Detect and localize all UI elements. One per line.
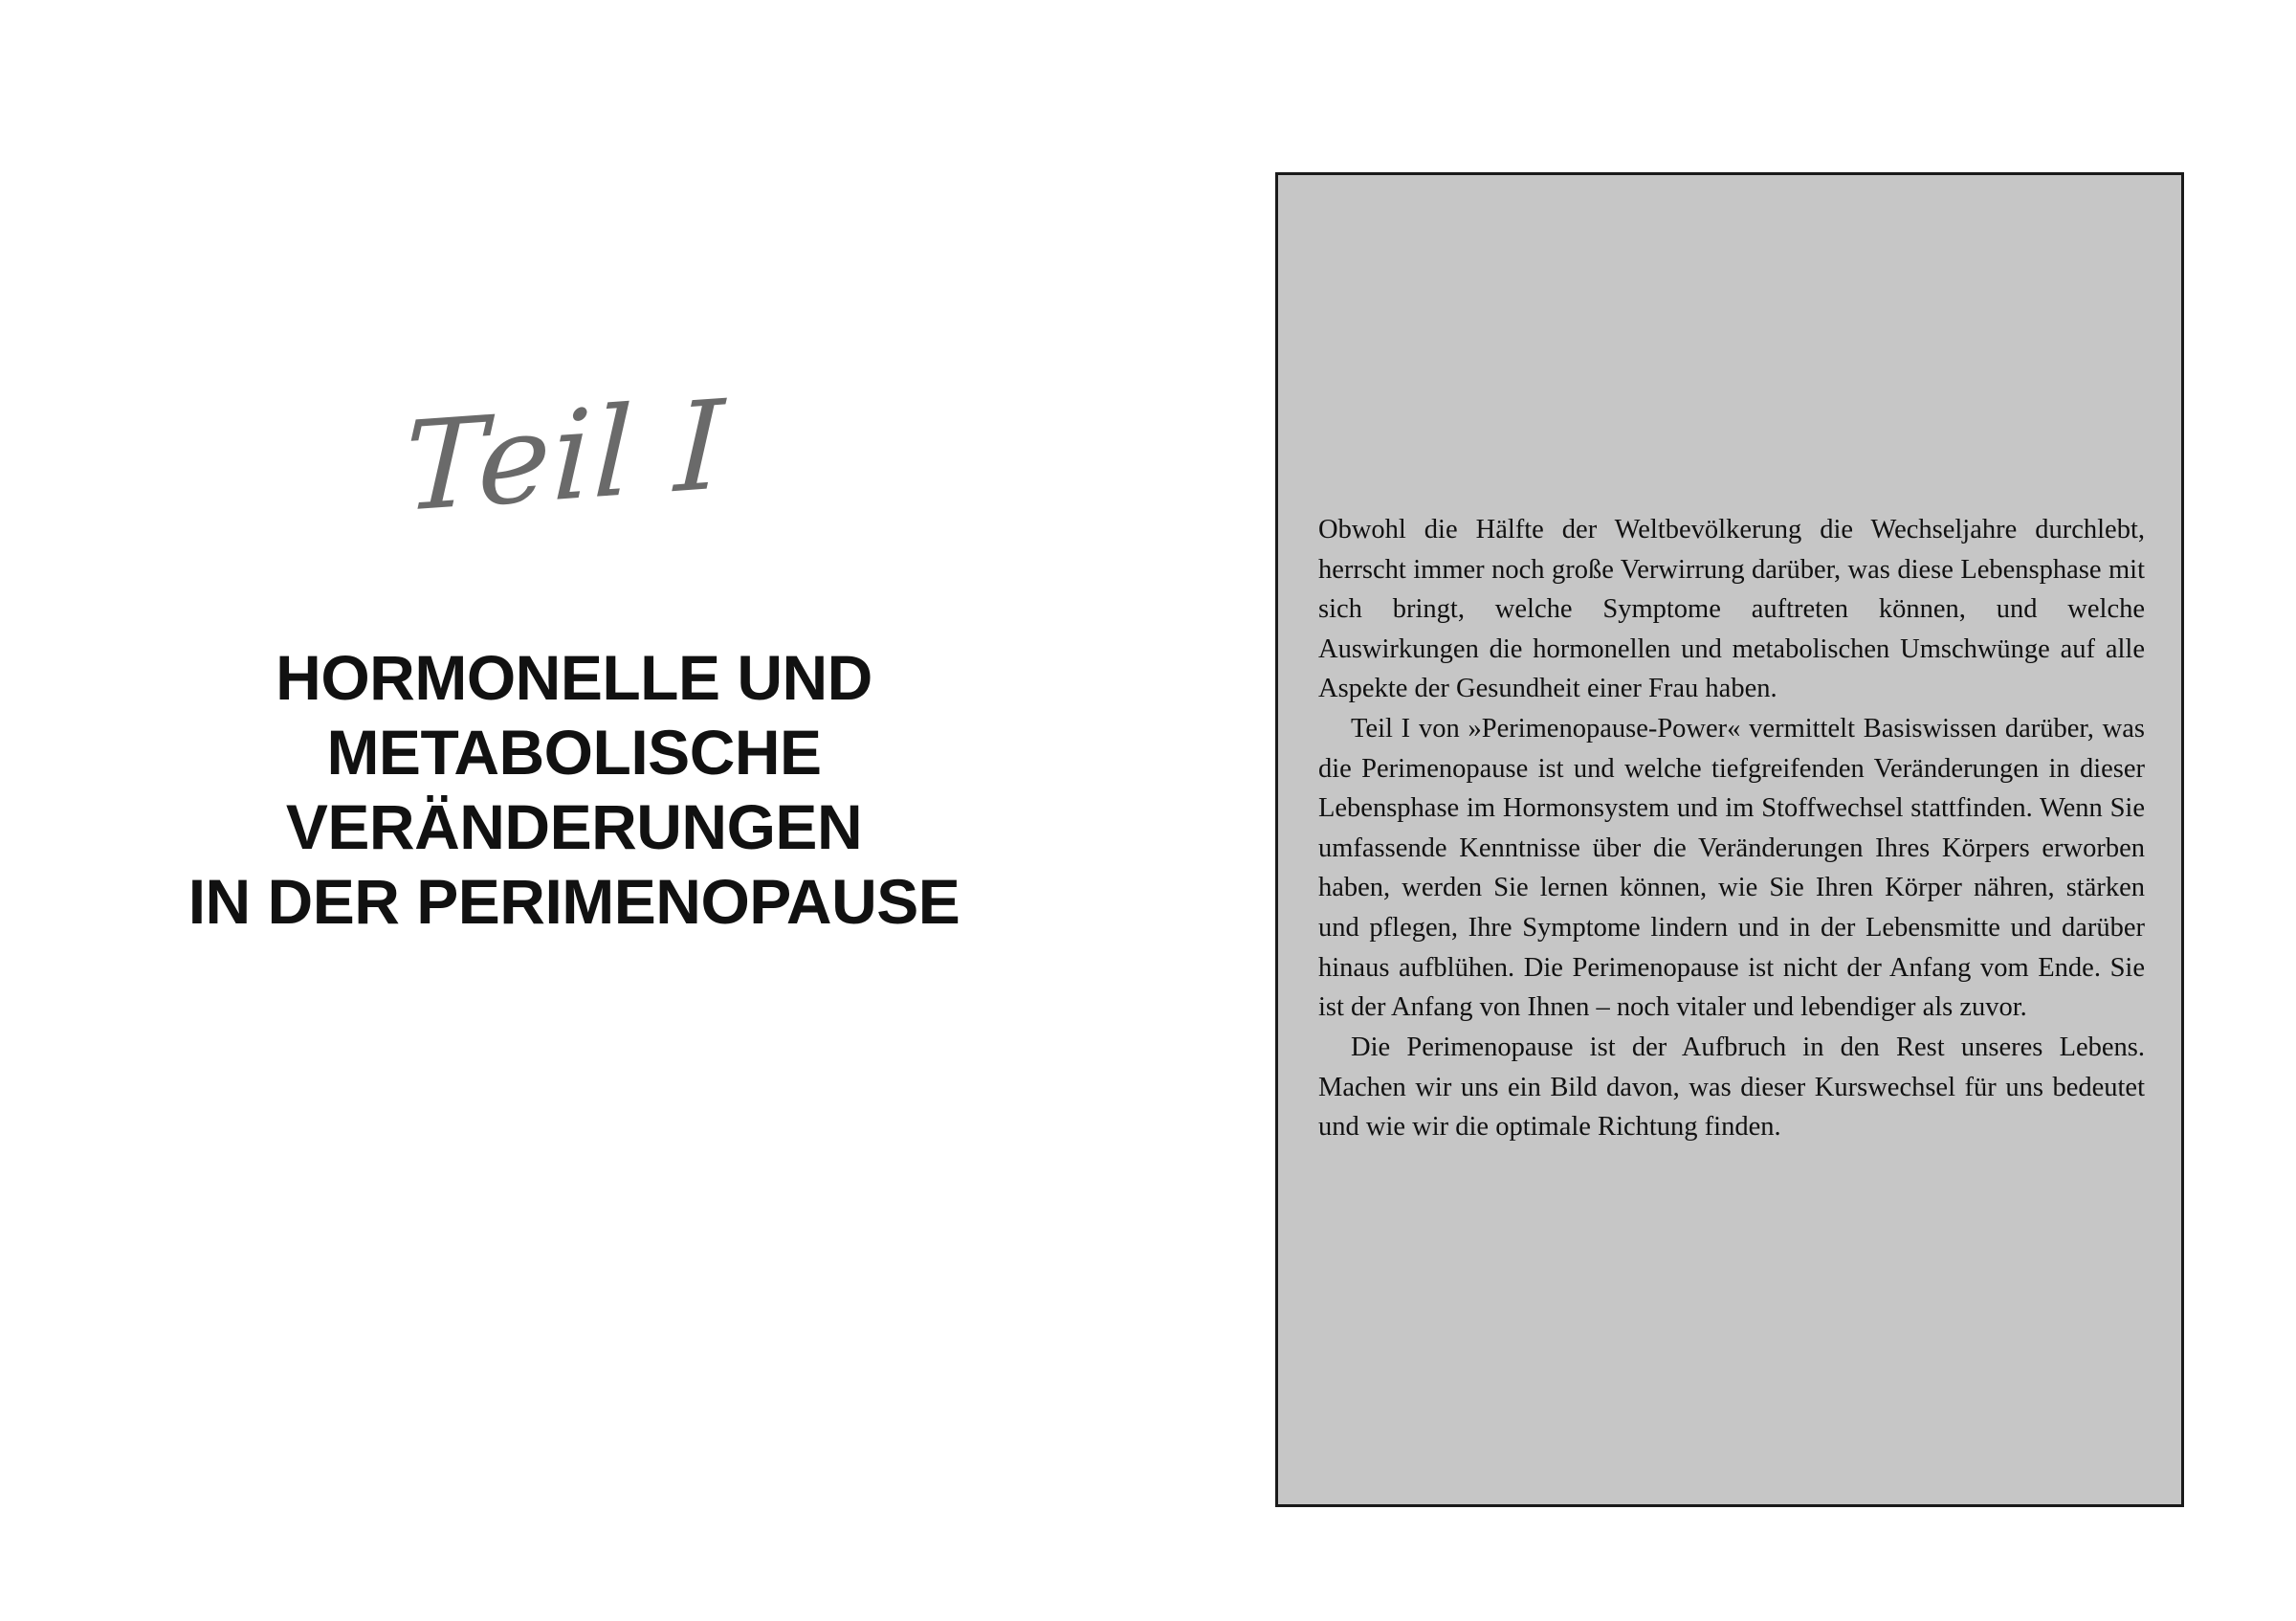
paragraph: Teil I von »Perimenopause-Power« vermittelt Basiswissen darüber, was die Perimenopause ist und welche tiefgreifenden Veränderungen in dieser Lebensphase im Hormonsystem und im Stoffwechsel stattfinden. Wenn Sie umfassende Kenntnisse über die Veränderungen Ihres Körpers erworben haben, werden Sie lernen können, wie Sie Ihren Körper nähren, stärken und pflegen, Ihre Symptome lindern und in der Lebensmitte und darüber hinaus aufblühen. Die Perimenopause ist nicht der Anfang vom Ende. Sie ist der Anfang von Ihnen – noch vitaler und lebendiger als zuvor. — [1318, 714, 2145, 1023]
part-title-line: VERÄNDERUNGEN — [285, 790, 863, 862]
right-page — [1148, 0, 2296, 1621]
intro-body-text — [1318, 510, 2145, 1147]
part-number-script: Teil I — [402, 373, 728, 540]
part-title — [96, 641, 1052, 940]
paragraph: Obwohl die Hälfte der Weltbevölkerung die Wechseljahre durchlebt, herrscht immer noch große Verwirrung darüber, was diese Lebensphase mit sich bringt, welche Symptome auftreten können, und welche Auswirkungen die hormonellen und metabolischen Umschwünge auf alle Aspekte der Gesundheit einer Frau haben. — [1318, 515, 2145, 704]
part-title-line: IN DER PERIMENOPAUSE — [188, 865, 960, 937]
intro-text-panel — [1275, 172, 2184, 1507]
paragraph: Die Perimenopause ist der Aufbruch in den Rest unseres Lebens. Machen wir uns ein Bild davon, was dieser Kurswechsel für uns bedeutet und wie wir die optimale Richtung finden. — [1318, 1032, 2145, 1143]
part-title-line: HORMONELLE UND — [276, 642, 872, 713]
part-title-line: METABOLISCHE — [326, 716, 822, 788]
